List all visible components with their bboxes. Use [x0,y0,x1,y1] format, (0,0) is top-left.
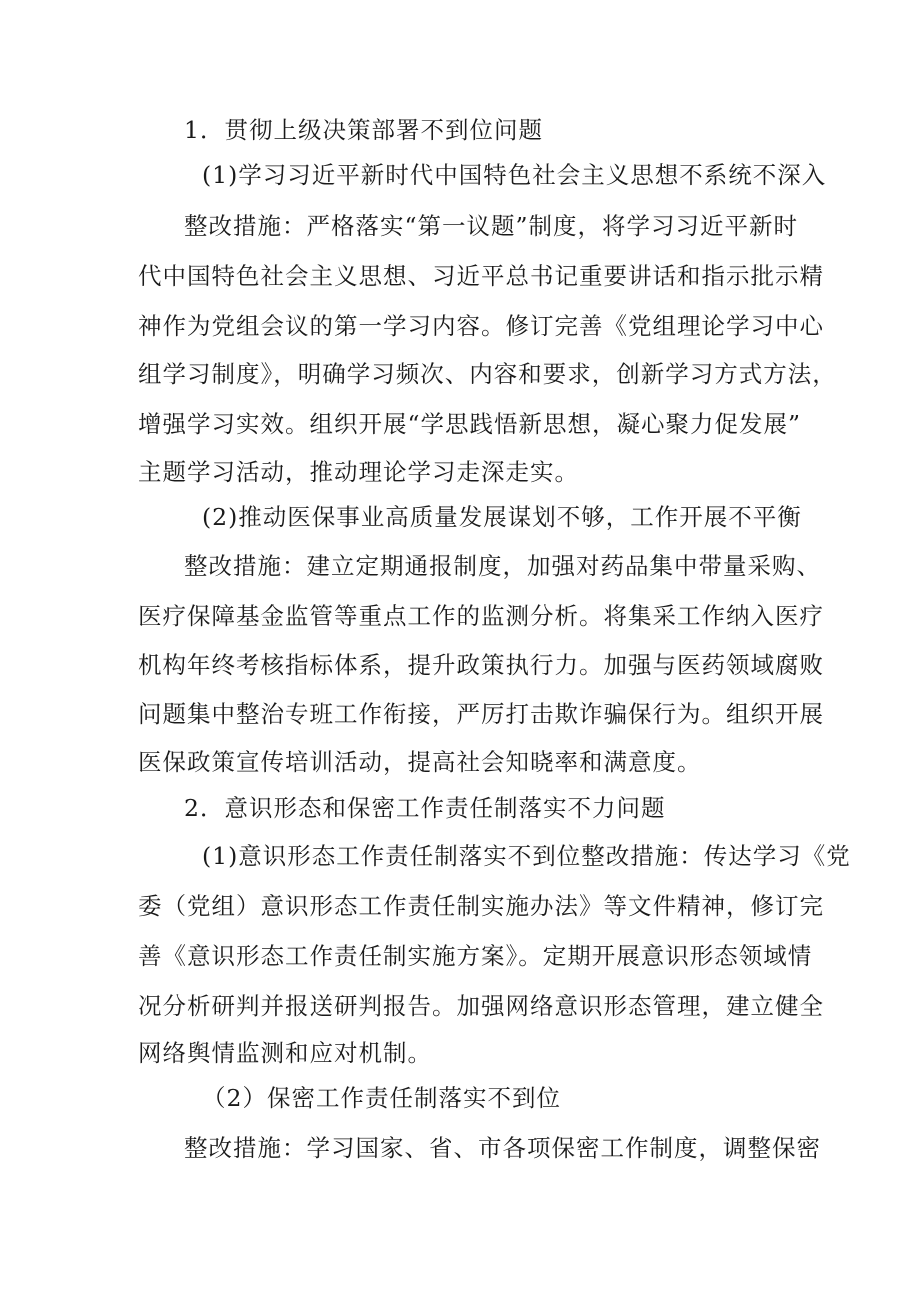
subheading-1-1: (1)学习习近平新时代中国特色社会主义思想不系统不深入 [202,161,827,189]
paragraph-line: 整改措施：严格落实“第一议题”制度，将学习习近平新时 [184,212,799,240]
paragraph-line: 善《意识形态工作责任制实施方案》。定期开展意识形态领域情 [138,942,813,970]
subheading-2-1: (1)意识形态工作责任制落实不到位整改措施：传达学习《党 [202,842,851,870]
paragraph-line: 况分析研判并报送研判报告。加强网络意识形态管理，建立健全 [138,992,824,1020]
paragraph-line: 代中国特色社会主义思想、习近平总书记重要讲话和指示批示精 [138,262,824,290]
paragraph-line: 医保政策宣传培训活动，提高社会知晓率和满意度。 [138,748,702,776]
section-heading-2: 2．意识形态和保密工作责任制落实不力问题 [184,794,666,822]
paragraph-line: 增强学习实效。组织开展“学思践悟新思想，凝心聚力促发展” [138,410,802,438]
paragraph-line: 网络舆情监测和应对机制。 [138,1039,432,1067]
paragraph-line: 整改措施：建立定期通报制度，加强对药品集中带量采购、 [184,552,821,580]
paragraph-line: 主题学习活动，推动理论学习走深走实。 [138,458,579,486]
section-heading-1: 1．贯彻上级决策部署不到位问题 [184,116,543,144]
paragraph-line: 神作为党组会议的第一学习内容。修订完善《党组理论学习中心 [138,312,824,340]
paragraph-line: 机构年终考核指标体系，提升政策执行力。加强与医药领域腐败 [138,651,824,679]
paragraph-line: 委（党组）意识形态工作责任制实施办法》等文件精神，修订完 [138,892,824,920]
subheading-1-2: (2)推动医保事业高质量发展谋划不够，工作开展不平衡 [202,503,802,531]
paragraph-line: 医疗保障基金监管等重点工作的监测分析。将集采工作纳入医疗 [138,602,824,630]
subheading-2-2: （2）保密工作责任制落实不到位 [202,1084,561,1112]
paragraph-line: 组学习制度》，明确学习频次、内容和要求，创新学习方式方法， [138,360,837,388]
paragraph-line: 整改措施：学习国家、省、市各项保密工作制度，调整保密 [184,1134,821,1162]
paragraph-line: 问题集中整治专班工作衔接，严厉打击欺诈骗保行为。组织开展 [138,700,824,728]
